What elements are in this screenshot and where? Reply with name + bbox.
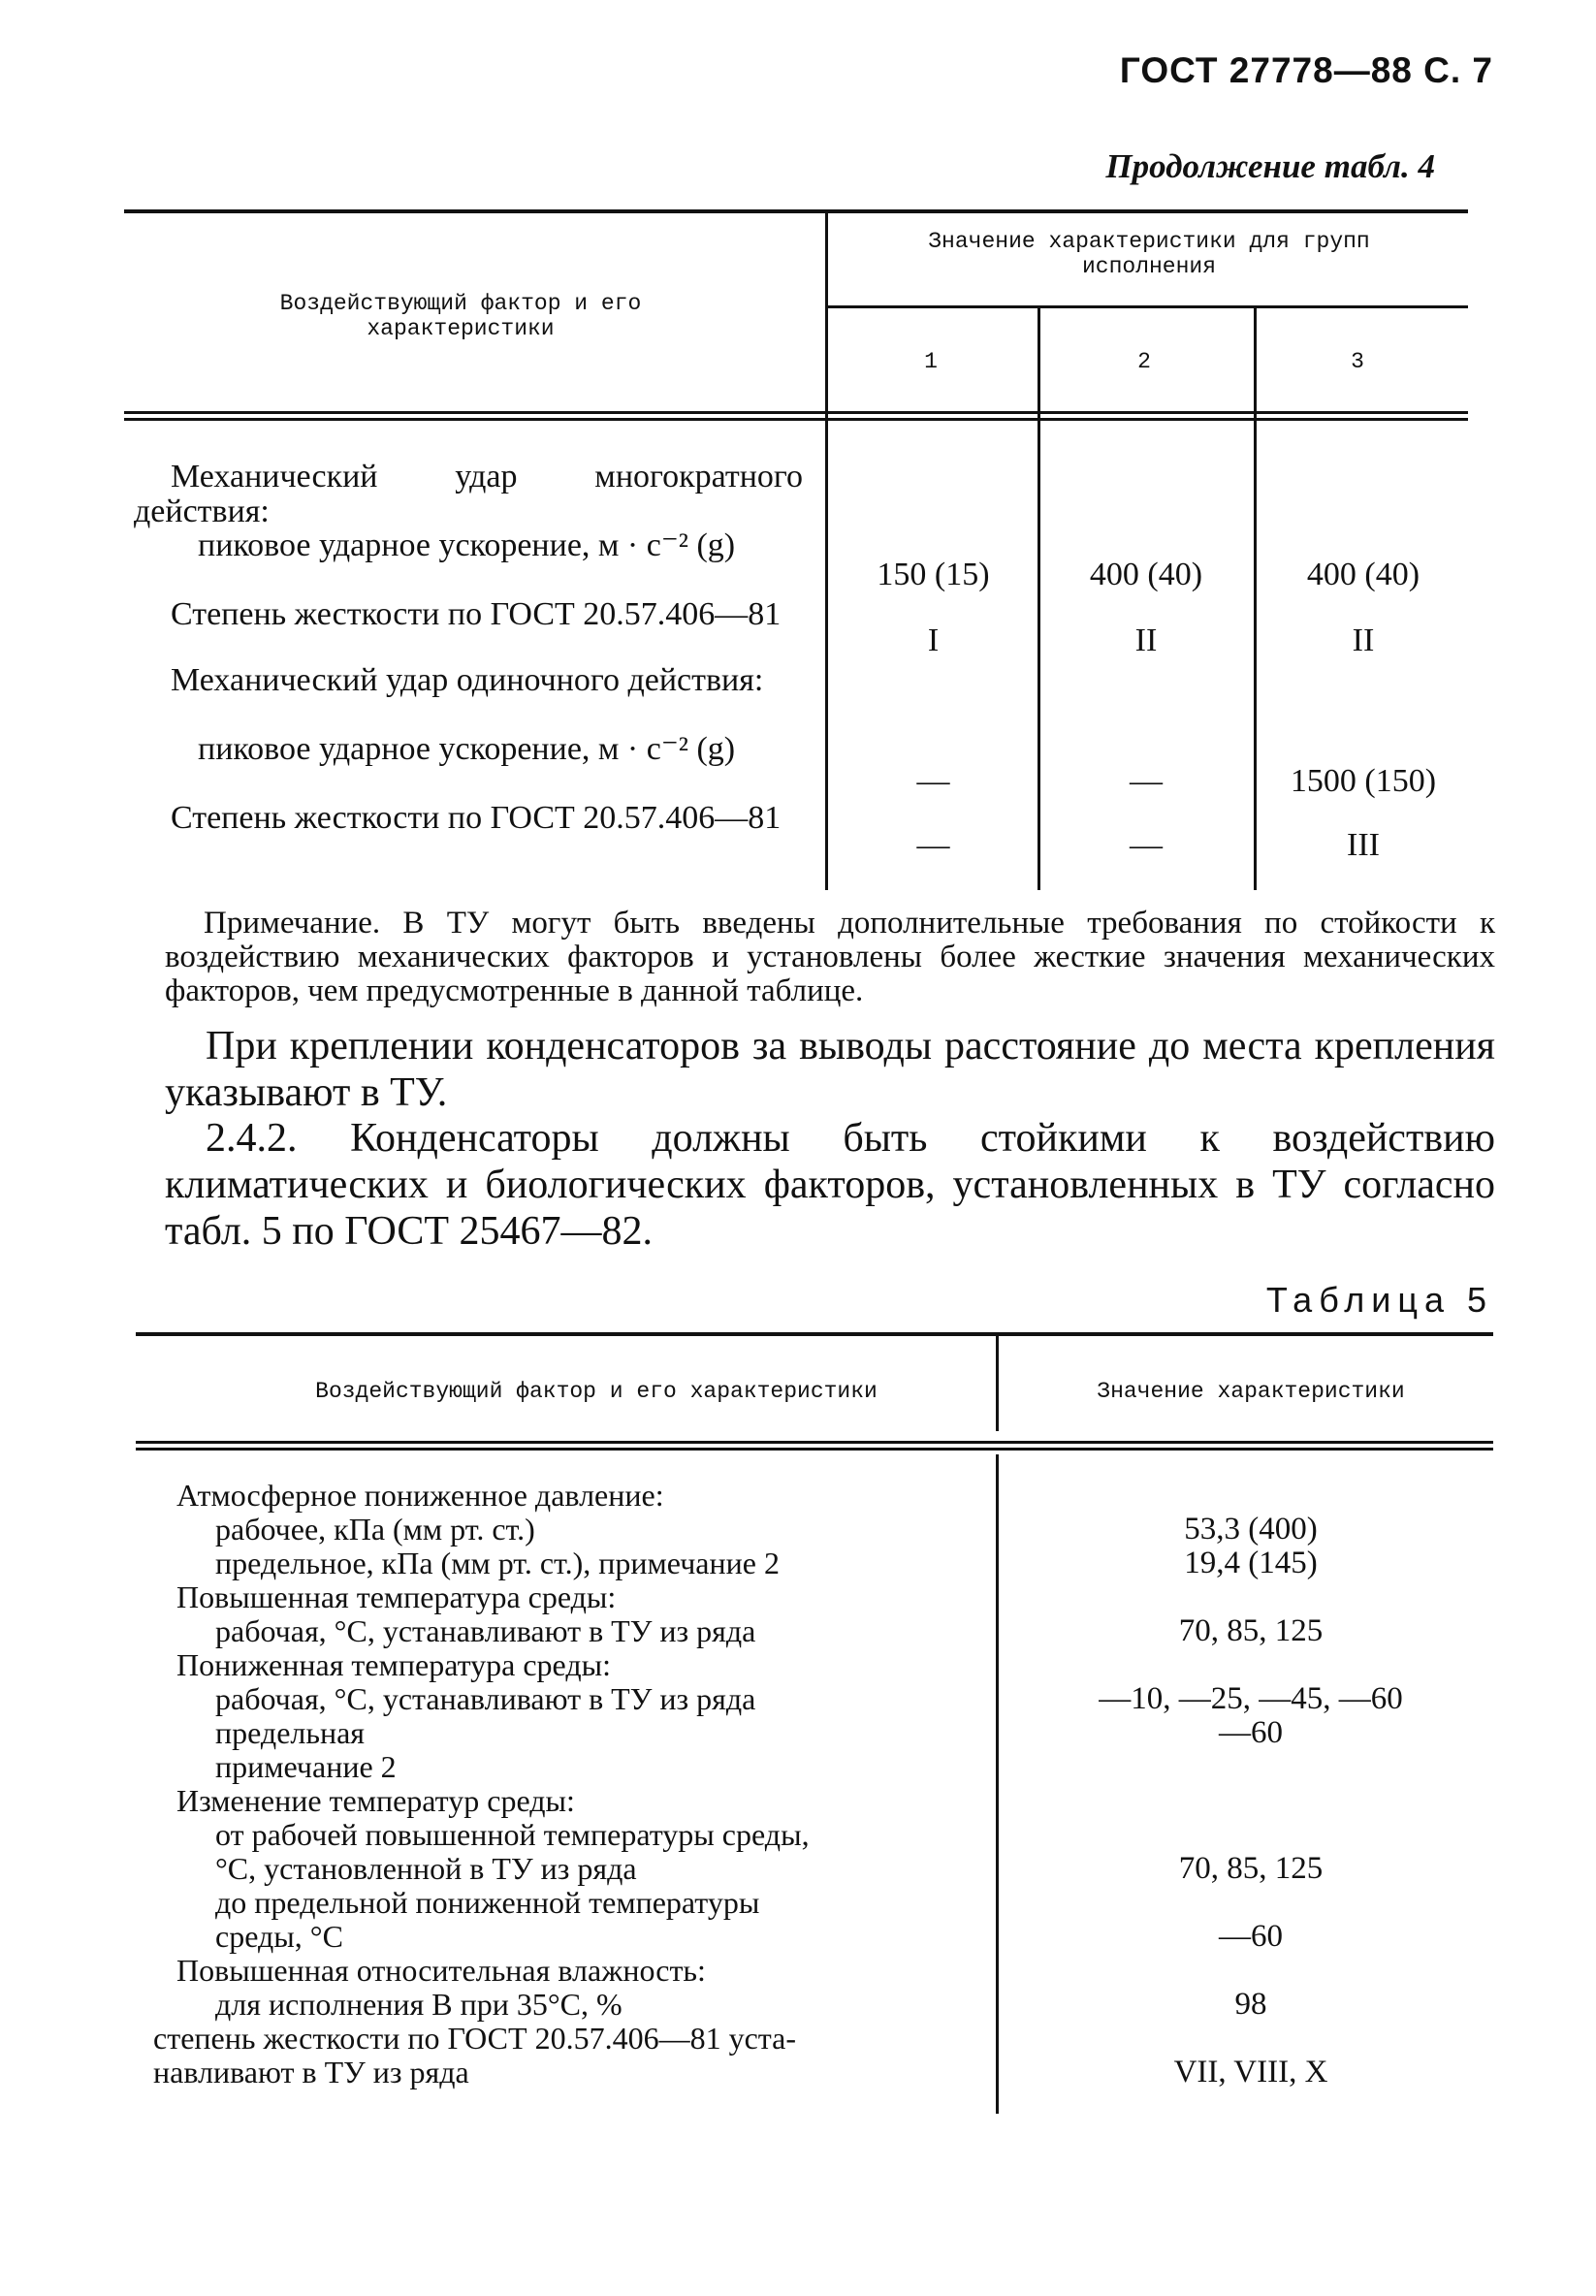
table5-row-label: до предельной пониженной температуры — [215, 1886, 760, 1920]
table4-cell: — — [1130, 763, 1163, 799]
table5-header-factor: Воздействующий фактор и его характеристики — [315, 1379, 878, 1404]
table4-cell: 150 (15) — [877, 557, 990, 592]
table5-row-value: 53,3 (400) — [1184, 1512, 1318, 1547]
table4-divider-factor — [825, 211, 828, 890]
table4-group-3: 3 — [1351, 349, 1364, 374]
table4-subheader-rule — [827, 305, 1468, 308]
table4-cell: 400 (40) — [1089, 557, 1203, 592]
table4-continuation-label: Продолжение табл. 4 — [1105, 147, 1435, 185]
table5-row-label: степень жесткости по ГОСТ 20.57.406—81 уста- — [153, 2022, 796, 2056]
table4-divider-g1 — [1037, 308, 1040, 890]
table5-row-label: от рабочей повышенной температуры среды, — [215, 1818, 810, 1852]
table4-row-label: пиковое ударное ускорение, м · с⁻² (g) — [198, 731, 736, 767]
table5-row-label: предельная — [215, 1716, 365, 1750]
table5-row-label: Повышенная температура среды: — [176, 1580, 617, 1614]
table5-top-rule — [136, 1332, 1493, 1336]
table5-divider — [996, 1334, 999, 1431]
table5-row-label: Повышенная относительная влажность: — [176, 1954, 706, 1988]
table5-row-label: Пониженная температура среды: — [176, 1648, 611, 1682]
table5-row-value: —60 — [1219, 1919, 1283, 1954]
table5-header-rule-2 — [136, 1448, 1493, 1451]
table5-header-rule-1 — [136, 1441, 1493, 1444]
table5-row-label: примечание 2 — [215, 1750, 397, 1784]
table4-row-label: Степень жесткости по ГОСТ 20.57.406—81 — [171, 596, 782, 632]
table4-note: Примечание. В ТУ могут быть введены дополнительные требования по стойкости к воздействию механических факторов и установлены более жесткие значения механических факторов, чем предусмотренные в данной таблице. — [165, 906, 1495, 1008]
table4-cell: — — [1130, 827, 1163, 863]
paragraph-mounting: При креплении конденсаторов за выводы расстояние до места крепления указывают в ТУ. — [165, 1024, 1495, 1115]
table5-row-label: рабочая, °С, устанавливают в ТУ из ряда — [215, 1682, 756, 1716]
table5-row-label: Атмосферное пониженное давление: — [176, 1479, 664, 1513]
table5-title: Таблица 5 — [1265, 1280, 1493, 1320]
table4-row-label: Механический удар многократного действия: — [134, 459, 803, 529]
table5-row-value: 98 — [1234, 1987, 1267, 2022]
table4-row-label: Механический удар одиночного действия: — [171, 662, 764, 698]
table5-row-label: навливают в ТУ из ряда — [153, 2056, 469, 2089]
table5-header-value: Значение характеристики — [1097, 1379, 1405, 1404]
table4-group-2: 2 — [1137, 349, 1151, 374]
table4-cell: — — [916, 763, 950, 799]
table5-row-value: 70, 85, 125 — [1178, 1613, 1324, 1648]
paragraph-2-4-2: 2.4.2. Конденсаторы должны быть стойкими к воздействию климатических и биологических факторов, установленных в ТУ согласно табл. 5 по ГОСТ 25467—82. — [165, 1116, 1495, 1254]
table5-row-label: рабочее, кПа (мм рт. ст.) — [215, 1513, 535, 1547]
table5-row-label: Изменение температур среды: — [176, 1784, 575, 1818]
table4-group-1: 1 — [924, 349, 938, 374]
table5-row-value: 70, 85, 125 — [1178, 1851, 1324, 1886]
page-header: ГОСТ 27778—88 С. 7 — [1119, 50, 1493, 90]
table4-row-label: Степень жесткости по ГОСТ 20.57.406—81 — [171, 800, 782, 836]
table4-top-rule — [124, 209, 1468, 213]
table4-cell: 1500 (150) — [1290, 763, 1437, 799]
table5-row-value: —10, —25, —45, —60 — [1099, 1681, 1403, 1716]
table4-cell: II — [1134, 622, 1158, 658]
table5-row-label: предельное, кПа (мм рт. ст.), примечание 2 — [215, 1547, 780, 1580]
table4-header-factor: Воздействующий фактор и его характеристики — [279, 291, 642, 341]
table5-row-label: °С, установленной в ТУ из ряда — [215, 1852, 637, 1886]
table5-row-label: рабочая, °С, устанавливают в ТУ из ряда — [215, 1614, 756, 1648]
table5-row-value: 19,4 (145) — [1184, 1546, 1318, 1580]
table5-row-label: среды, °С — [215, 1920, 343, 1954]
table4-cell: III — [1347, 827, 1380, 863]
table5-row-value: VII, VIII, X — [1173, 2055, 1328, 2089]
table4-divider-g2 — [1254, 308, 1257, 890]
table5-row-label: для исполнения В при 35°С, % — [215, 1988, 622, 2022]
table5-row-value: —60 — [1219, 1715, 1283, 1750]
table4-cell: II — [1352, 622, 1375, 658]
table4-cell: — — [916, 827, 950, 863]
table4-header-rule-1 — [124, 411, 1468, 414]
table4-header-values: Значение характеристики для групп исполнения — [928, 229, 1370, 279]
table5-body-divider — [996, 1454, 999, 2114]
table4-row-label: пиковое ударное ускорение, м · с⁻² (g) — [198, 527, 736, 563]
table4-cell: 400 (40) — [1306, 557, 1420, 592]
table4-cell: I — [927, 622, 940, 658]
table4-header-rule-2 — [124, 418, 1468, 421]
